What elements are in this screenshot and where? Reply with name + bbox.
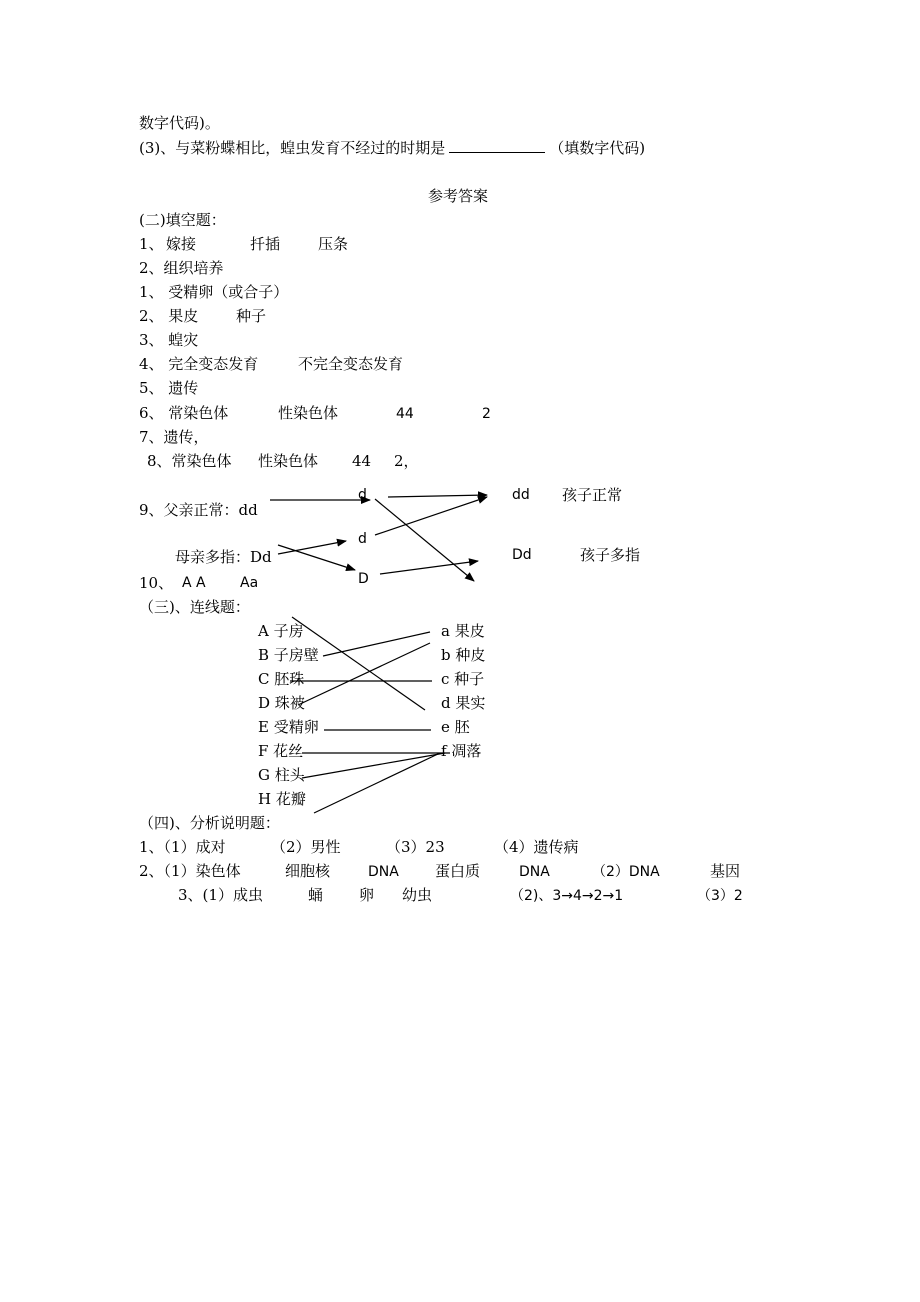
fill-r6-b: 不完全变态发育 xyxy=(298,355,404,373)
left-item-e: E 受精卵 xyxy=(258,718,319,736)
left-item-g: G 柱头 xyxy=(258,766,305,784)
analysis-r2-f: （2）DNA xyxy=(592,864,660,880)
father-genotype: 9、父亲正常：dd xyxy=(139,501,258,519)
analysis-r3-e: （2)、3→4→2→1 xyxy=(510,888,624,904)
analysis-r3-d: 幼虫 xyxy=(402,886,433,904)
match-D-b xyxy=(298,643,430,705)
fill-r1-c: 压条 xyxy=(318,235,349,253)
left-item-f: F 花丝 xyxy=(258,742,304,760)
fill-r1-a: 嫁接 xyxy=(166,235,197,253)
match-G-f xyxy=(302,753,445,778)
analysis-r1-b: （2）男性 xyxy=(271,838,341,856)
right-item-f: f 凋落 xyxy=(441,742,482,760)
analysis-r2-a: 2、（1）染色体 xyxy=(139,862,241,880)
child1-genotype: dd xyxy=(512,487,530,503)
fill-r5: 3、 蝗灾 xyxy=(139,331,199,349)
right-item-e: e 胚 xyxy=(441,718,470,736)
matching-heading: （三)、连线题： xyxy=(139,598,250,616)
left-item-c: C 胚珠 xyxy=(258,670,305,688)
arrow-d1-to-dd xyxy=(388,495,487,497)
analysis-r3-c: 卵 xyxy=(359,886,375,904)
question-tail-line1: 数字代码)。 xyxy=(139,114,220,132)
fill-r4-b: 种子 xyxy=(236,307,267,325)
question-suffix: （填数字代码) xyxy=(549,139,646,157)
fill-r9: 7、遗传， xyxy=(139,428,209,446)
arrow-mother-to-D xyxy=(278,545,355,570)
fill-r8-a: 6、 常染色体 xyxy=(139,404,229,422)
right-item-b: b 种皮 xyxy=(441,646,486,664)
gamete-d-1: d xyxy=(358,487,367,503)
analysis-r3-a: 3、(1）成虫 xyxy=(178,886,263,904)
left-item-h: H 花瓣 xyxy=(258,790,306,808)
mother-genotype: 母亲多指：Dd xyxy=(175,548,272,566)
fill-heading: (二)填空题： xyxy=(139,211,226,229)
left-item-d: D 珠被 xyxy=(258,694,305,712)
match-B-a xyxy=(323,632,430,656)
right-item-d: d 果实 xyxy=(441,694,486,712)
right-item-c: c 种子 xyxy=(441,670,485,688)
question-text: (3)、与菜粉蝶相比，蝗虫发育不经过的时期是 xyxy=(139,139,446,157)
gamete-d-2: d xyxy=(358,531,367,547)
fill-r2: 2、组织培养 xyxy=(139,259,224,277)
match-H-f xyxy=(314,753,440,813)
child1-phenotype: 孩子正常 xyxy=(562,486,623,504)
fill-r10-b: 性染色体 xyxy=(258,452,319,470)
fill-r1-b: 扦插 xyxy=(250,235,281,253)
match-A-d xyxy=(292,617,425,710)
child2-genotype: Dd xyxy=(512,547,532,563)
answers-title: 参考答案 xyxy=(428,187,489,205)
fill-r8-c: 44 xyxy=(396,406,414,422)
analysis-r2-b: 细胞核 xyxy=(285,862,331,880)
fill-r4-a: 2、 果皮 xyxy=(139,307,199,325)
analysis-r2-c: DNA xyxy=(368,864,399,880)
gamete-D: D xyxy=(358,571,369,587)
analysis-r2-g: 基因 xyxy=(710,862,741,880)
fill-r10-c: 44 xyxy=(352,452,372,470)
fill-r10-d: 2， xyxy=(394,452,419,470)
analysis-r1-d: （4）遗传病 xyxy=(494,838,579,856)
fill-r3: 1、 受精卵（或合子） xyxy=(139,283,289,301)
analysis-r1-c: （3）23 xyxy=(386,838,445,856)
arrow-mother-to-d2 xyxy=(278,541,346,554)
right-item-a: a 果皮 xyxy=(441,622,485,640)
fill-r6-a: 4、 完全变态发育 xyxy=(139,355,259,373)
fill-r8-d: 2 xyxy=(482,406,491,422)
analysis-r2-e: DNA xyxy=(519,864,550,880)
analysis-r3-f: （3）2 xyxy=(697,888,743,904)
analysis-r2-d: 蛋白质 xyxy=(435,862,481,880)
analysis-r3-b: 蛹 xyxy=(308,886,324,904)
fill-r10-a: 8、常染色体 xyxy=(147,452,232,470)
fill-r7: 5、 遗传 xyxy=(139,379,199,397)
fill-r8-b: 性染色体 xyxy=(278,404,339,422)
q10-b: Aa xyxy=(240,575,259,591)
analysis-heading: （四)、分析说明题： xyxy=(139,814,280,832)
fill-r1-num: 1、 xyxy=(139,235,164,253)
left-item-b: B 子房壁 xyxy=(258,646,319,664)
arrow-d2-to-dd xyxy=(375,497,487,535)
child2-phenotype: 孩子多指 xyxy=(580,546,641,564)
q10-a: A A xyxy=(182,575,206,591)
left-item-a: A 子房 xyxy=(258,622,304,640)
q10-num: 10、 xyxy=(139,574,174,592)
analysis-r1-a: 1、（1）成对 xyxy=(139,838,226,856)
